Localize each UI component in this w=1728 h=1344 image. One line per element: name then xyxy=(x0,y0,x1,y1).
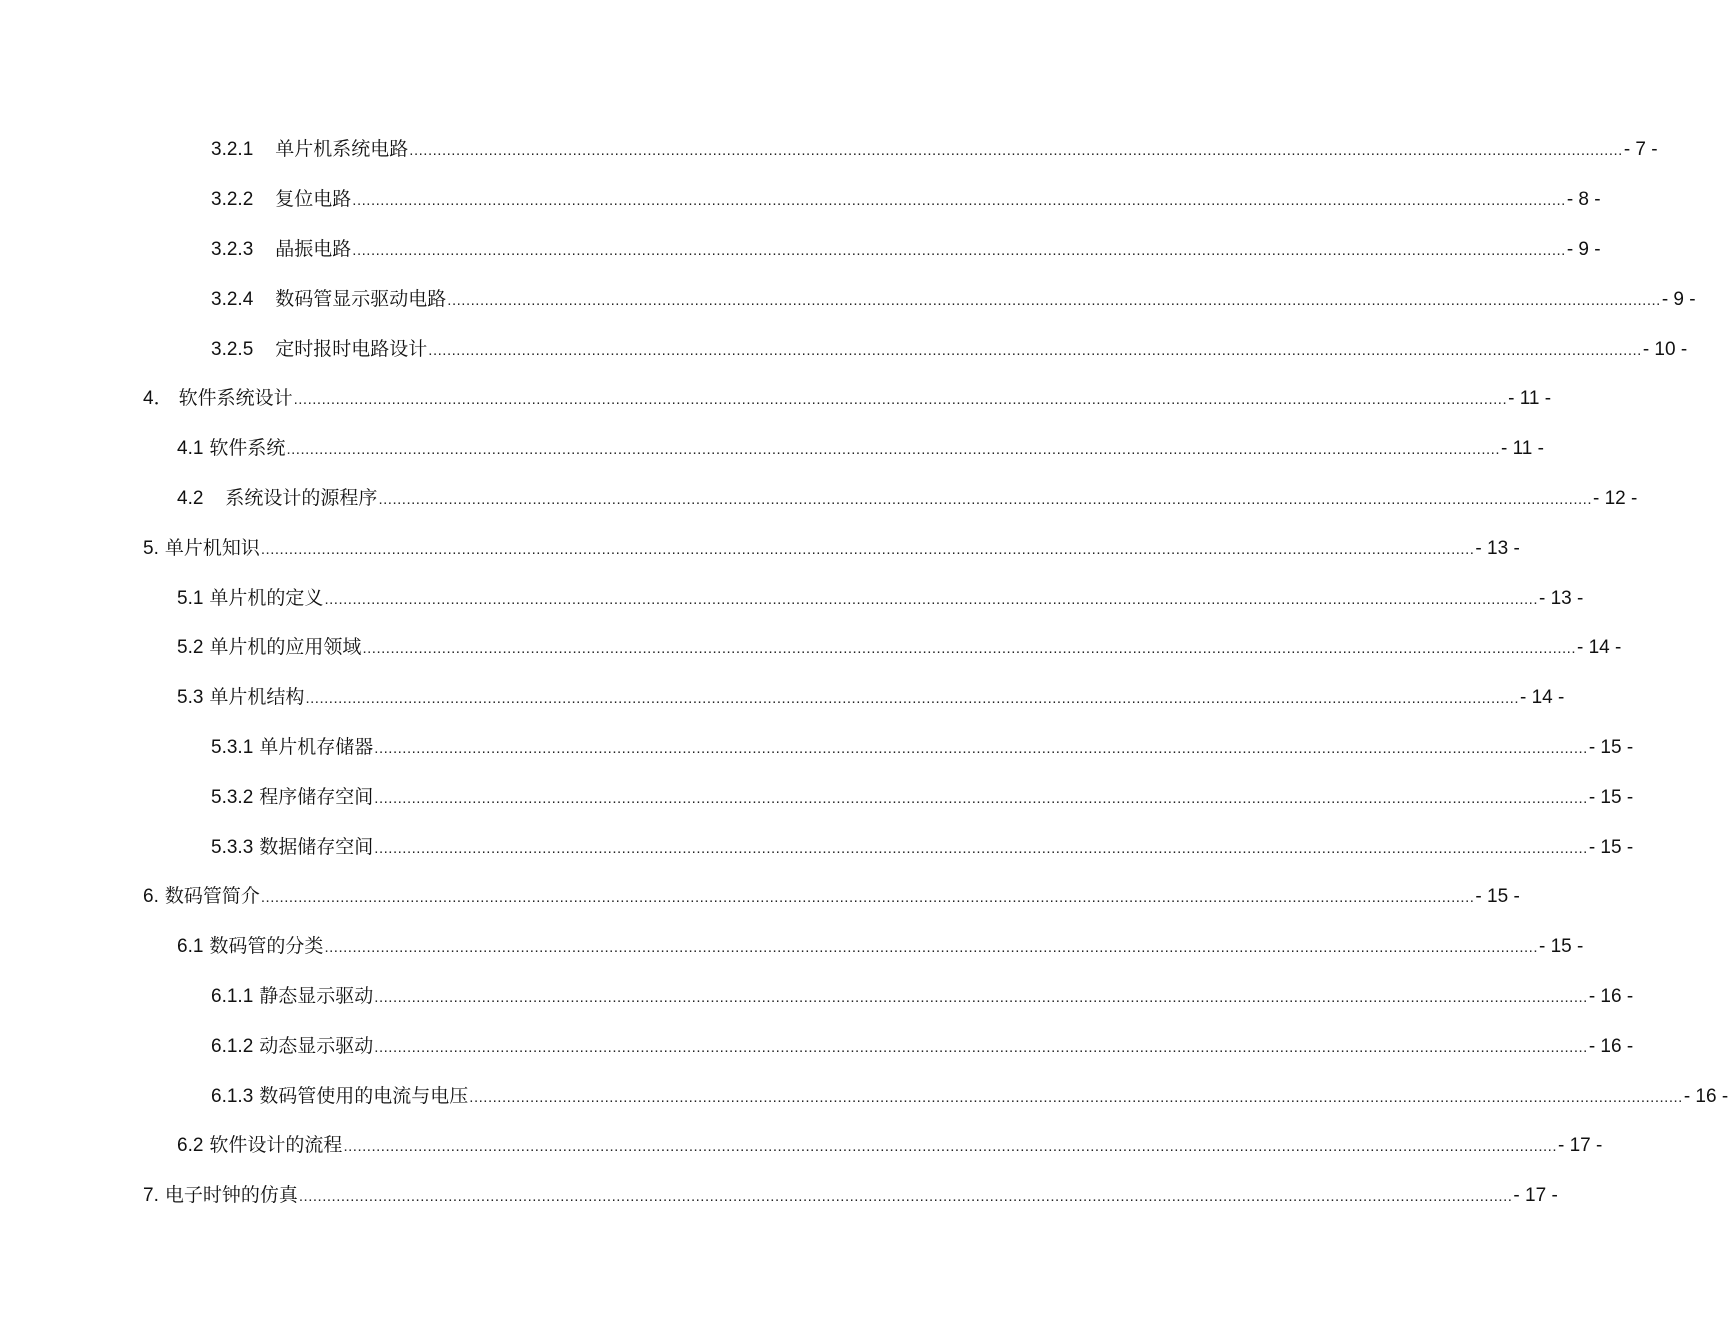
dot-leader: .................................................................................................................................................................................................................................................................... xyxy=(374,789,1588,807)
toc-entry[interactable] xyxy=(0,972,1634,1022)
toc-entry-number: 3.2.3 xyxy=(211,238,254,260)
dot-leader: .................................................................................................................................................................................................................................................................... xyxy=(352,192,1566,210)
toc-entry-title: 程序储存空间 xyxy=(259,786,374,808)
toc-entry-title: 单片机的应用领域 xyxy=(209,637,362,659)
toc-entry[interactable] xyxy=(0,723,1634,773)
toc-entry-page-number: - 12 - xyxy=(1592,487,1638,509)
toc-entry-row xyxy=(0,487,1638,509)
dot-leader: .................................................................................................................................................................................................................................................................... xyxy=(260,889,1475,907)
toc-entry-title: 软件系统 xyxy=(209,438,286,460)
toc-entry-title: 数码管简介 xyxy=(164,886,260,908)
toc-entry-page-number: - 11 - xyxy=(1500,438,1544,460)
dot-leader: .................................................................................................................................................................................................................................................................... xyxy=(324,590,1538,608)
toc-entry-row xyxy=(0,139,1658,161)
toc-entry-title: 定时报时电路设计 xyxy=(275,338,428,360)
toc-entry[interactable] xyxy=(0,424,1544,474)
toc-entry-title: 单片机知识 xyxy=(164,537,260,559)
toc-entry-page-number: - 11 - xyxy=(1508,388,1552,410)
dot-leader: .................................................................................................................................................................................................................................................................... xyxy=(298,1188,1513,1206)
toc-entry-page-number: - 17 - xyxy=(1557,1135,1603,1157)
toc-entry-row xyxy=(0,338,1688,360)
toc-entry[interactable] xyxy=(0,673,1565,723)
toc-entry-page-number: - 16 - xyxy=(1588,985,1634,1007)
toc-entry-title: 软件系统设计 xyxy=(178,388,293,410)
toc-entry-title: 数码管的分类 xyxy=(209,936,324,958)
toc-entry-number: 6. xyxy=(143,886,159,908)
toc-entry-title: 系统设计的源程序 xyxy=(225,487,378,509)
toc-entry-title: 软件设计的流程 xyxy=(209,1135,343,1157)
toc-entry-title: 单片机结构 xyxy=(209,687,305,709)
toc-entry-number: 6.1.2 xyxy=(211,1035,254,1057)
toc-entry-number: 6.1.1 xyxy=(211,985,254,1007)
toc-entry-number: 3.2.2 xyxy=(211,189,254,211)
toc-entry[interactable] xyxy=(0,772,1634,822)
toc-entry-page-number: - 15 - xyxy=(1588,736,1634,758)
toc-entry-number: 3.2.5 xyxy=(211,338,254,360)
toc-entry-page-number: - 10 - xyxy=(1642,338,1688,360)
toc-entry-number: 7. xyxy=(143,1185,159,1207)
toc-entry-row xyxy=(0,1085,1728,1107)
toc-entry-page-number: - 13 - xyxy=(1475,537,1520,559)
dot-leader: .................................................................................................................................................................................................................................................................... xyxy=(260,540,1475,558)
toc-entry[interactable] xyxy=(0,374,1552,424)
table-of-contents xyxy=(0,125,1728,1221)
toc-entry-row xyxy=(0,288,1696,310)
toc-entry[interactable] xyxy=(0,1071,1728,1121)
toc-entry-title: 晶振电路 xyxy=(275,238,352,260)
toc-entry-number: 5.2 xyxy=(177,637,204,659)
toc-entry-row xyxy=(0,786,1634,808)
toc-entry-row xyxy=(0,936,1584,958)
toc-entry-number: 3.2.1 xyxy=(211,139,254,161)
dot-leader: .................................................................................................................................................................................................................................................................... xyxy=(374,739,1588,757)
dot-leader: .................................................................................................................................................................................................................................................................... xyxy=(374,839,1588,857)
toc-entry-page-number: - 15 - xyxy=(1588,786,1634,808)
toc-entry-title: 复位电路 xyxy=(275,189,352,211)
toc-entry-page-number: - 14 - xyxy=(1519,687,1565,709)
dot-leader: .................................................................................................................................................................................................................................................................... xyxy=(305,690,1519,708)
toc-entry-title: 单片机系统电路 xyxy=(275,139,409,161)
toc-entry[interactable] xyxy=(0,225,1601,275)
toc-entry[interactable] xyxy=(0,623,1622,673)
dot-leader: .................................................................................................................................................................................................................................................................... xyxy=(324,939,1538,957)
toc-entry-row xyxy=(0,1185,1558,1207)
toc-entry[interactable] xyxy=(0,125,1658,175)
toc-entry-row xyxy=(0,238,1601,260)
toc-entry[interactable] xyxy=(0,1021,1634,1071)
toc-entry-number: 5.3.3 xyxy=(211,836,254,858)
toc-entry[interactable] xyxy=(0,922,1584,972)
toc-entry-number: 5. xyxy=(143,537,159,559)
toc-entry-title: 数码管显示驱动电路 xyxy=(275,288,447,310)
toc-entry-number: 5.1 xyxy=(177,587,204,609)
toc-entry-number: 6.2 xyxy=(177,1135,204,1157)
toc-entry-number: 5.3.2 xyxy=(211,786,254,808)
toc-entry-title: 电子时钟的仿真 xyxy=(164,1185,298,1207)
dot-leader: .................................................................................................................................................................................................................................................................... xyxy=(362,640,1576,658)
dot-leader: .................................................................................................................................................................................................................................................................... xyxy=(409,142,1623,160)
toc-entry-number: 5.3 xyxy=(177,687,204,709)
toc-entry[interactable] xyxy=(0,474,1638,524)
toc-entry-row xyxy=(0,1135,1603,1157)
toc-entry-title: 静态显示驱动 xyxy=(259,985,374,1007)
toc-entry[interactable] xyxy=(0,573,1584,623)
dot-leader: .................................................................................................................................................................................................................................................................... xyxy=(343,1138,1557,1156)
toc-entry-title: 数据储存空间 xyxy=(259,836,374,858)
toc-entry-row xyxy=(0,836,1634,858)
toc-entry-row xyxy=(0,736,1634,758)
toc-entry-page-number: - 17 - xyxy=(1513,1185,1558,1207)
toc-entry-page-number: - 16 - xyxy=(1588,1035,1634,1057)
toc-entry[interactable] xyxy=(0,1121,1603,1171)
toc-entry-title: 数码管使用的电流与电压 xyxy=(259,1085,469,1107)
toc-entry-number: 4.1 xyxy=(177,438,204,460)
toc-entry[interactable] xyxy=(0,324,1688,374)
toc-entry-number: 6.1 xyxy=(177,936,204,958)
dot-leader: .................................................................................................................................................................................................................................................................... xyxy=(374,1038,1588,1056)
dot-leader: .................................................................................................................................................................................................................................................................... xyxy=(447,291,1661,309)
toc-entry[interactable] xyxy=(0,872,1520,922)
toc-entry-row xyxy=(0,1035,1634,1057)
toc-entry-page-number: - 13 - xyxy=(1538,587,1584,609)
toc-entry-title: 单片机存储器 xyxy=(259,736,374,758)
toc-entry-number: 3.2.4 xyxy=(211,288,254,310)
toc-entry-row xyxy=(0,189,1601,211)
dot-leader: .................................................................................................................................................................................................................................................................... xyxy=(352,241,1566,259)
dot-leader: .................................................................................................................................................................................................................................................................... xyxy=(428,341,1642,359)
toc-entry-page-number: - 9 - xyxy=(1566,238,1601,260)
toc-entry-page-number: - 15 - xyxy=(1475,886,1520,908)
toc-entry-number: 5.3.1 xyxy=(211,736,254,758)
toc-entry-page-number: - 15 - xyxy=(1588,836,1634,858)
toc-entry-number: 4.2 xyxy=(177,487,204,509)
toc-entry-number: 6.1.3 xyxy=(211,1085,254,1107)
toc-entry-page-number: - 15 - xyxy=(1538,936,1584,958)
toc-entry-title: 动态显示驱动 xyxy=(259,1035,374,1057)
toc-entry-page-number: - 9 - xyxy=(1661,288,1696,310)
toc-entry-page-number: - 7 - xyxy=(1623,139,1658,161)
toc-entry-row xyxy=(0,537,1520,559)
toc-entry[interactable] xyxy=(0,175,1601,225)
toc-entry[interactable] xyxy=(0,274,1696,324)
dot-leader: .................................................................................................................................................................................................................................................................... xyxy=(374,988,1588,1006)
dot-leader: .................................................................................................................................................................................................................................................................... xyxy=(293,391,1508,409)
toc-entry-page-number: - 16 - xyxy=(1683,1085,1728,1107)
toc-entry[interactable] xyxy=(0,822,1634,872)
dot-leader: .................................................................................................................................................................................................................................................................... xyxy=(286,441,1500,459)
toc-entry-row xyxy=(0,438,1544,460)
toc-entry-row xyxy=(0,687,1565,709)
toc-entry[interactable] xyxy=(0,1171,1558,1221)
toc-entry-number: 4． xyxy=(143,388,173,410)
toc-entry-row xyxy=(0,886,1520,908)
toc-entry[interactable] xyxy=(0,523,1520,573)
toc-entry-row xyxy=(0,587,1584,609)
toc-entry-row xyxy=(0,637,1622,659)
toc-entry-row xyxy=(0,985,1634,1007)
toc-entry-page-number: - 14 - xyxy=(1576,637,1622,659)
dot-leader: .................................................................................................................................................................................................................................................................... xyxy=(469,1088,1683,1106)
toc-entry-row xyxy=(0,388,1552,410)
toc-entry-page-number: - 8 - xyxy=(1566,189,1601,211)
dot-leader: .................................................................................................................................................................................................................................................................... xyxy=(378,490,1592,508)
toc-entry-title: 单片机的定义 xyxy=(209,587,324,609)
